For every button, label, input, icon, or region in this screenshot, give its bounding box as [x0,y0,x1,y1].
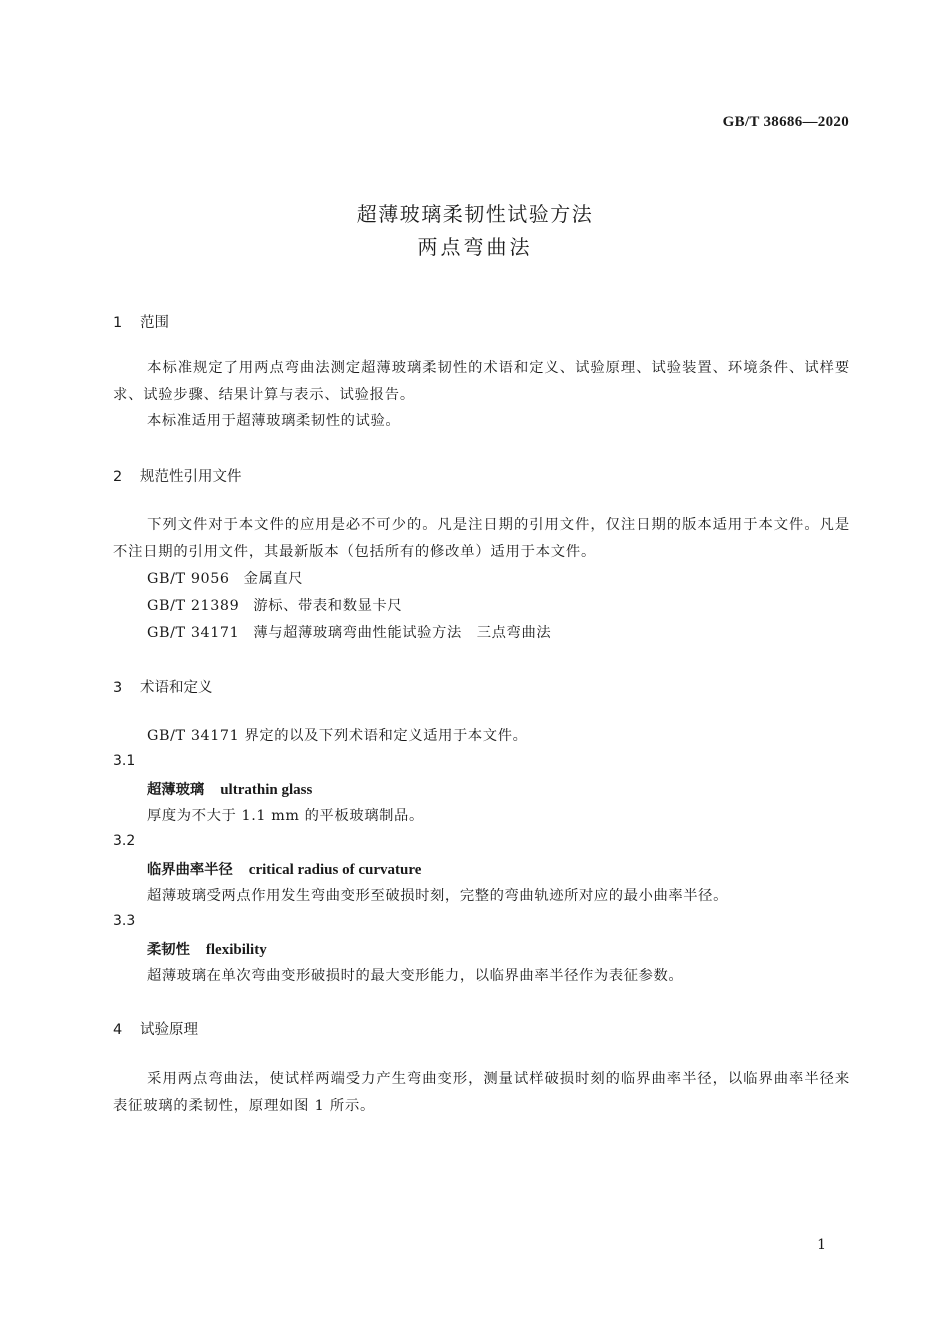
section-title: 试验原理 [140,1022,198,1038]
standard-number: GB/T 38686—2020 [722,114,849,130]
section-number: 1 [113,315,123,331]
reference-item [147,568,303,588]
term-number: 3.3 [113,913,136,929]
reference-code: GB/T 34171 [147,625,240,641]
paragraph-line: 本标准规定了用两点弯曲法测定超薄玻璃柔韧性的术语和定义、试验原理、试验装置、环境条件、试 [147,360,820,376]
section-title: 术语和定义 [140,680,213,696]
section-heading-scope [113,311,169,332]
scope-paragraph-2: 本标准适用于超薄玻璃柔韧性的试验。 [147,413,401,429]
section-number: 4 [113,1022,123,1038]
paragraph-line: 样要求、试验步骤、结果计算与表示、试验报告。 [113,360,850,403]
term-chinese: 临界曲率半径 [147,862,233,878]
term-chinese: 柔韧性 [147,942,190,958]
reference-code: GB/T 21389 [147,598,240,614]
principle-paragraph [113,1066,850,1120]
reference-code: GB/T 9056 [147,571,230,587]
section-title: 范围 [140,315,169,331]
section-title: 规范性引用文件 [140,469,242,485]
paragraph-line: 半径来表征玻璃的柔韧性，原理如图 1 所示。 [113,1071,850,1114]
reference-item [147,595,402,615]
references-paragraph [113,512,850,566]
term-definition: 超薄玻璃在单次弯曲变形破损时的最大变形能力，以临界曲率半径作为表征参数。 [147,968,684,984]
term-number: 3.2 [113,833,136,849]
document-title: 超薄玻璃柔韧性试验方法 [356,202,594,226]
reference-name: 金属直尺 [243,571,304,587]
section-number: 2 [113,469,123,485]
section-heading-principle [113,1018,198,1039]
term-definition: 超薄玻璃受两点作用发生弯曲变形至破损时刻，完整的弯曲轨迹所对应的最小曲率半径。 [147,888,728,904]
reference-name: 游标、带表和数显卡尺 [253,598,403,614]
term-english: critical radius of curvature [248,862,422,878]
reference-name: 薄与超薄玻璃弯曲性能试验方法 三点弯曲法 [253,625,552,641]
section-number: 3 [113,680,123,696]
term-number: 3.1 [113,753,136,769]
term-entry [147,859,421,879]
term-chinese: 超薄玻璃 [147,782,205,798]
page-number: 1 [817,1237,826,1253]
section-heading-terms [113,676,213,697]
terms-intro: GB/T 34171 界定的以及下列术语和定义适用于本文件。 [147,728,528,744]
paragraph-line: 采用两点弯曲法，使试样两端受力产生弯曲变形，测量试样破损时刻的临界曲率半径，以临界曲率 [147,1071,805,1087]
term-entry [147,779,312,799]
term-english: flexibility [205,942,267,958]
term-english: ultrathin glass [220,782,313,798]
term-definition: 厚度为不大于 1.1 mm 的平板玻璃制品。 [147,808,424,824]
scope-paragraph-1 [113,355,850,409]
term-entry [147,939,267,959]
reference-item [147,622,551,642]
paragraph-line: 下列文件对于本文件的应用是必不可少的。凡是注日期的引用文件，仅注日期的版本适用于本文 [147,517,790,533]
section-heading-normative-references [113,465,242,486]
document-subtitle: 两点弯曲法 [417,235,533,259]
paragraph-line: 件。凡是不注日期的引用文件，其最新版本（包括所有的修改单）适用于本文件。 [113,517,850,560]
